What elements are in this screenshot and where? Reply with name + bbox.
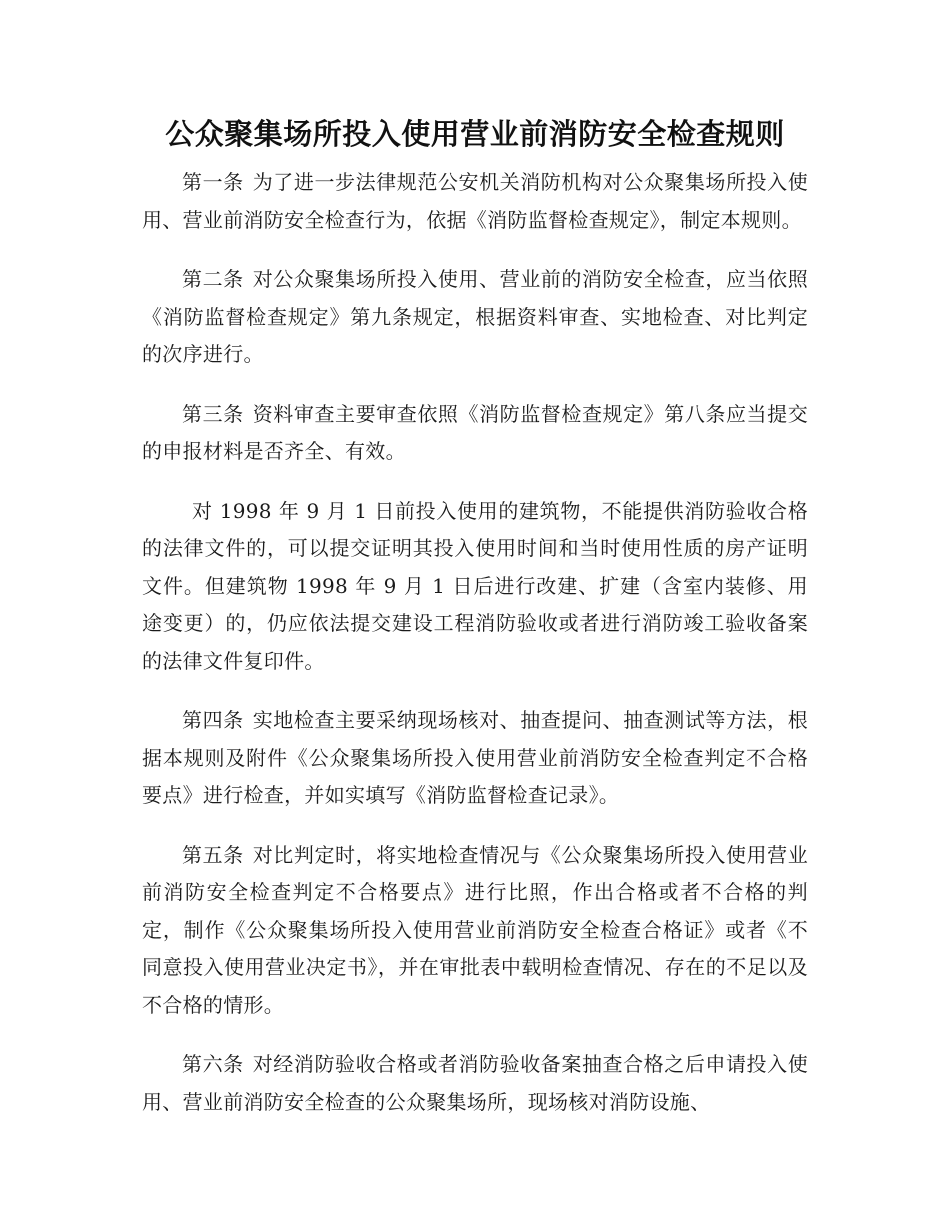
article-text: 对比判定时，将实地检查情况与《公众聚集场所投入使用营业前消防安全检查判定不合格要点》进行比照，作出合格或者不合格的判定，制作《公众聚集场所投入使用营业前消防安全检查合格证》或者《不同意投入使用营业决定书》，并在审批表中载明检查情况、存在的不足以及不合格的情形。: [142, 842, 808, 1017]
article-1: [142, 164, 808, 239]
article-3-continuation: [142, 493, 808, 681]
article-text: 对公众聚集场所投入使用、营业前的消防安全检查，应当依照《消防监督检查规定》第九条规定，根据资料审查、实地检查、对比判定的次序进行。: [142, 267, 808, 366]
article-text: 对经消防验收合格或者消防验收备案抽查合格之后申请投入使用、营业前消防安全检查的公众聚集场所，现场核对消防设施、: [142, 1052, 808, 1114]
article-label: 第一条: [182, 170, 244, 194]
document-body: [142, 164, 808, 1143]
article-3: [142, 396, 808, 471]
article-label: 第四条: [182, 708, 244, 732]
article-text: 为了进一步法律规范公安机关消防机构对公众聚集场所投入使用、营业前消防安全检查行为，依据《消防监督检查规定》，制定本规则。: [142, 170, 808, 232]
article-text: 对 1998 年 9 月 1 日前投入使用的建筑物，不能提供消防验收合格的法律文件的，可以提交证明其投入使用时间和当时使用性质的房产证明文件。但建筑物 1998 年 9 月 1 日后进行改建、扩建（含室内装修、用途变更）的，仍应依法提交建设工程消防验收或者进行消防竣工验收备案的法律文件复印件。: [142, 498, 808, 673]
article-label: 第三条: [182, 401, 244, 426]
article-text: 实地检查主要采纳现场核对、抽查提问、抽查测试等方法，根据本规则及附件《公众聚集场所投入使用营业前消防安全检查判定不合格要点》进行检查，并如实填写《消防监督检查记录》。: [142, 708, 808, 807]
article-text: 资料审查主要审查依照《消防监督检查规定》第八条应当提交的申报材料是否齐全、有效。: [142, 401, 808, 463]
article-6: [142, 1046, 808, 1121]
article-label: 第五条: [182, 842, 244, 867]
article-label: 第六条: [182, 1052, 244, 1076]
document-title: 公众聚集场所投入使用营业前消防安全检查规则: [165, 117, 785, 151]
article-4: [142, 702, 808, 815]
article-label: 第二条: [182, 267, 244, 291]
article-2: [142, 261, 808, 374]
article-5: [142, 837, 808, 1025]
